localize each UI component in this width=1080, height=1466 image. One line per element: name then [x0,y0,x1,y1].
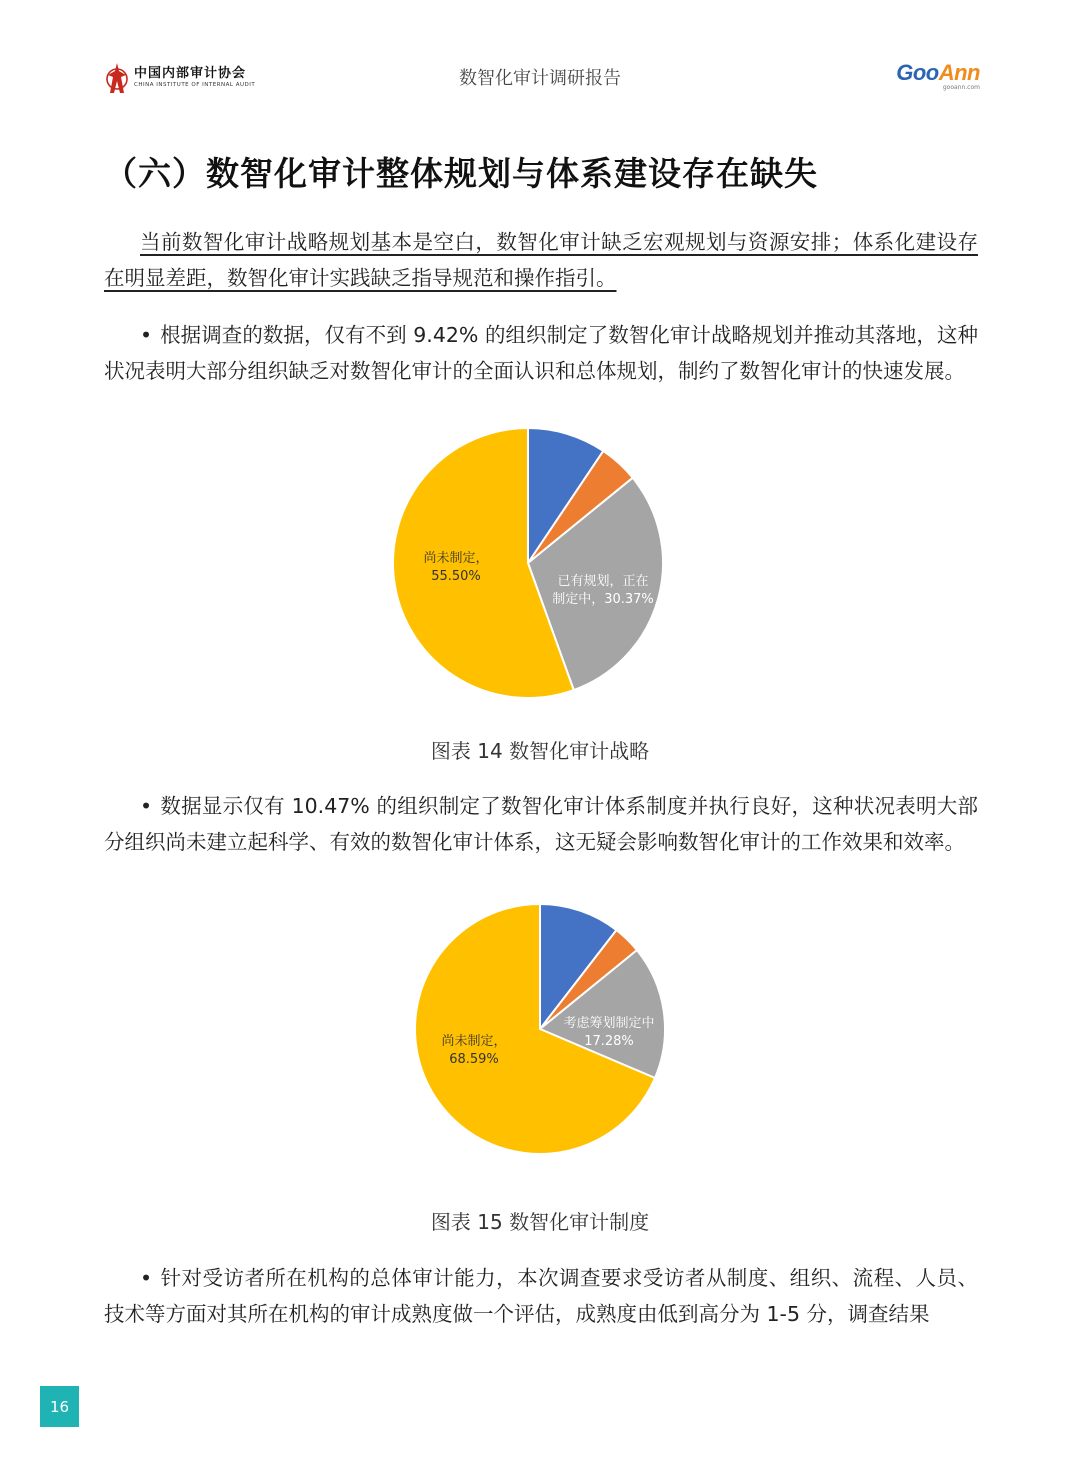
brand-logo [896,62,980,91]
brand-part2: Ann [938,60,980,85]
pie-label-gray-line2: 制定中，30.37% [552,592,654,607]
page-header [0,0,1080,110]
pie-label-gray-line2: 17.28% [584,1034,634,1049]
chart-caption-system: 图表 15 数智化审计制度 [430,1210,650,1234]
bullet-text-3: 针对受访者所在机构的总体审计能力，本次调查要求受访者从制度、组织、流程、人员、技术等方面对其所在机构的审计成熟度做一个评估，成熟度由低到高分为 1-5 分，调查结果 [104,1266,978,1326]
brand-sub: gooann.com [942,84,980,91]
pie-chart-strategy [0,420,1080,710]
org-name-cn: 中国内部审计协会 [134,66,247,82]
brand-part1: Goo [896,60,939,85]
pie-chart-system-svg [0,895,1080,1165]
pie-label-yellow-line2: 55.50% [431,569,481,584]
bullet-paragraph-2 [104,788,978,860]
pie-label-gray-line1: 考虑筹划制定中 [563,1016,655,1031]
summary-paragraph: 当前数智化审计战略规划基本是空白，数智化审计缺乏宏观规划与资源安排；体系化建设存在明显差距，数智化审计实践缺乏指导规范和操作指引。 [104,230,978,290]
page-number: 16 [40,1386,79,1427]
bullet-symbol: • [140,1266,153,1290]
bullet-text-2: 数据显示仅有 10.47% 的组织制定了数智化审计体系制度并执行良好，这种状况表明大部分组织尚未建立起科学、有效的数智化审计体系，这无疑会影响数智化审计的工作效果和效率。 [104,794,978,854]
pie-chart-strategy-svg [0,420,1080,710]
bullet-paragraph-1 [104,317,978,389]
pie-label-yellow-line2: 68.59% [449,1052,499,1067]
pie-label-yellow-line1: 尚未制定， [423,551,489,566]
bullet-paragraph-3 [104,1260,978,1332]
report-title: 数智化审计调研报告 [459,68,621,89]
bullet-text-1: 根据调查的数据，仅有不到 9.42% 的组织制定了数智化审计战略规划并推动其落地，这种状况表明大部分组织缺乏对数智化审计的全面认识和总体规划，制约了数智化审计的快速发展。 [104,323,978,383]
pie-label-yellow-line1: 尚未制定， [441,1034,507,1049]
section-title: （六）数智化审计整体规划与体系建设存在缺失 [104,154,818,193]
pie-label-gray-line1: 已有规划，正在 [557,574,649,589]
chart-caption-strategy: 图表 14 数智化审计战略 [430,739,650,763]
pie-chart-system [0,895,1080,1165]
bullet-symbol: • [140,794,153,818]
org-name-en: CHINA INSTITUTE OF INTERNAL AUDIT [134,82,256,89]
bullet-symbol: • [140,323,153,347]
